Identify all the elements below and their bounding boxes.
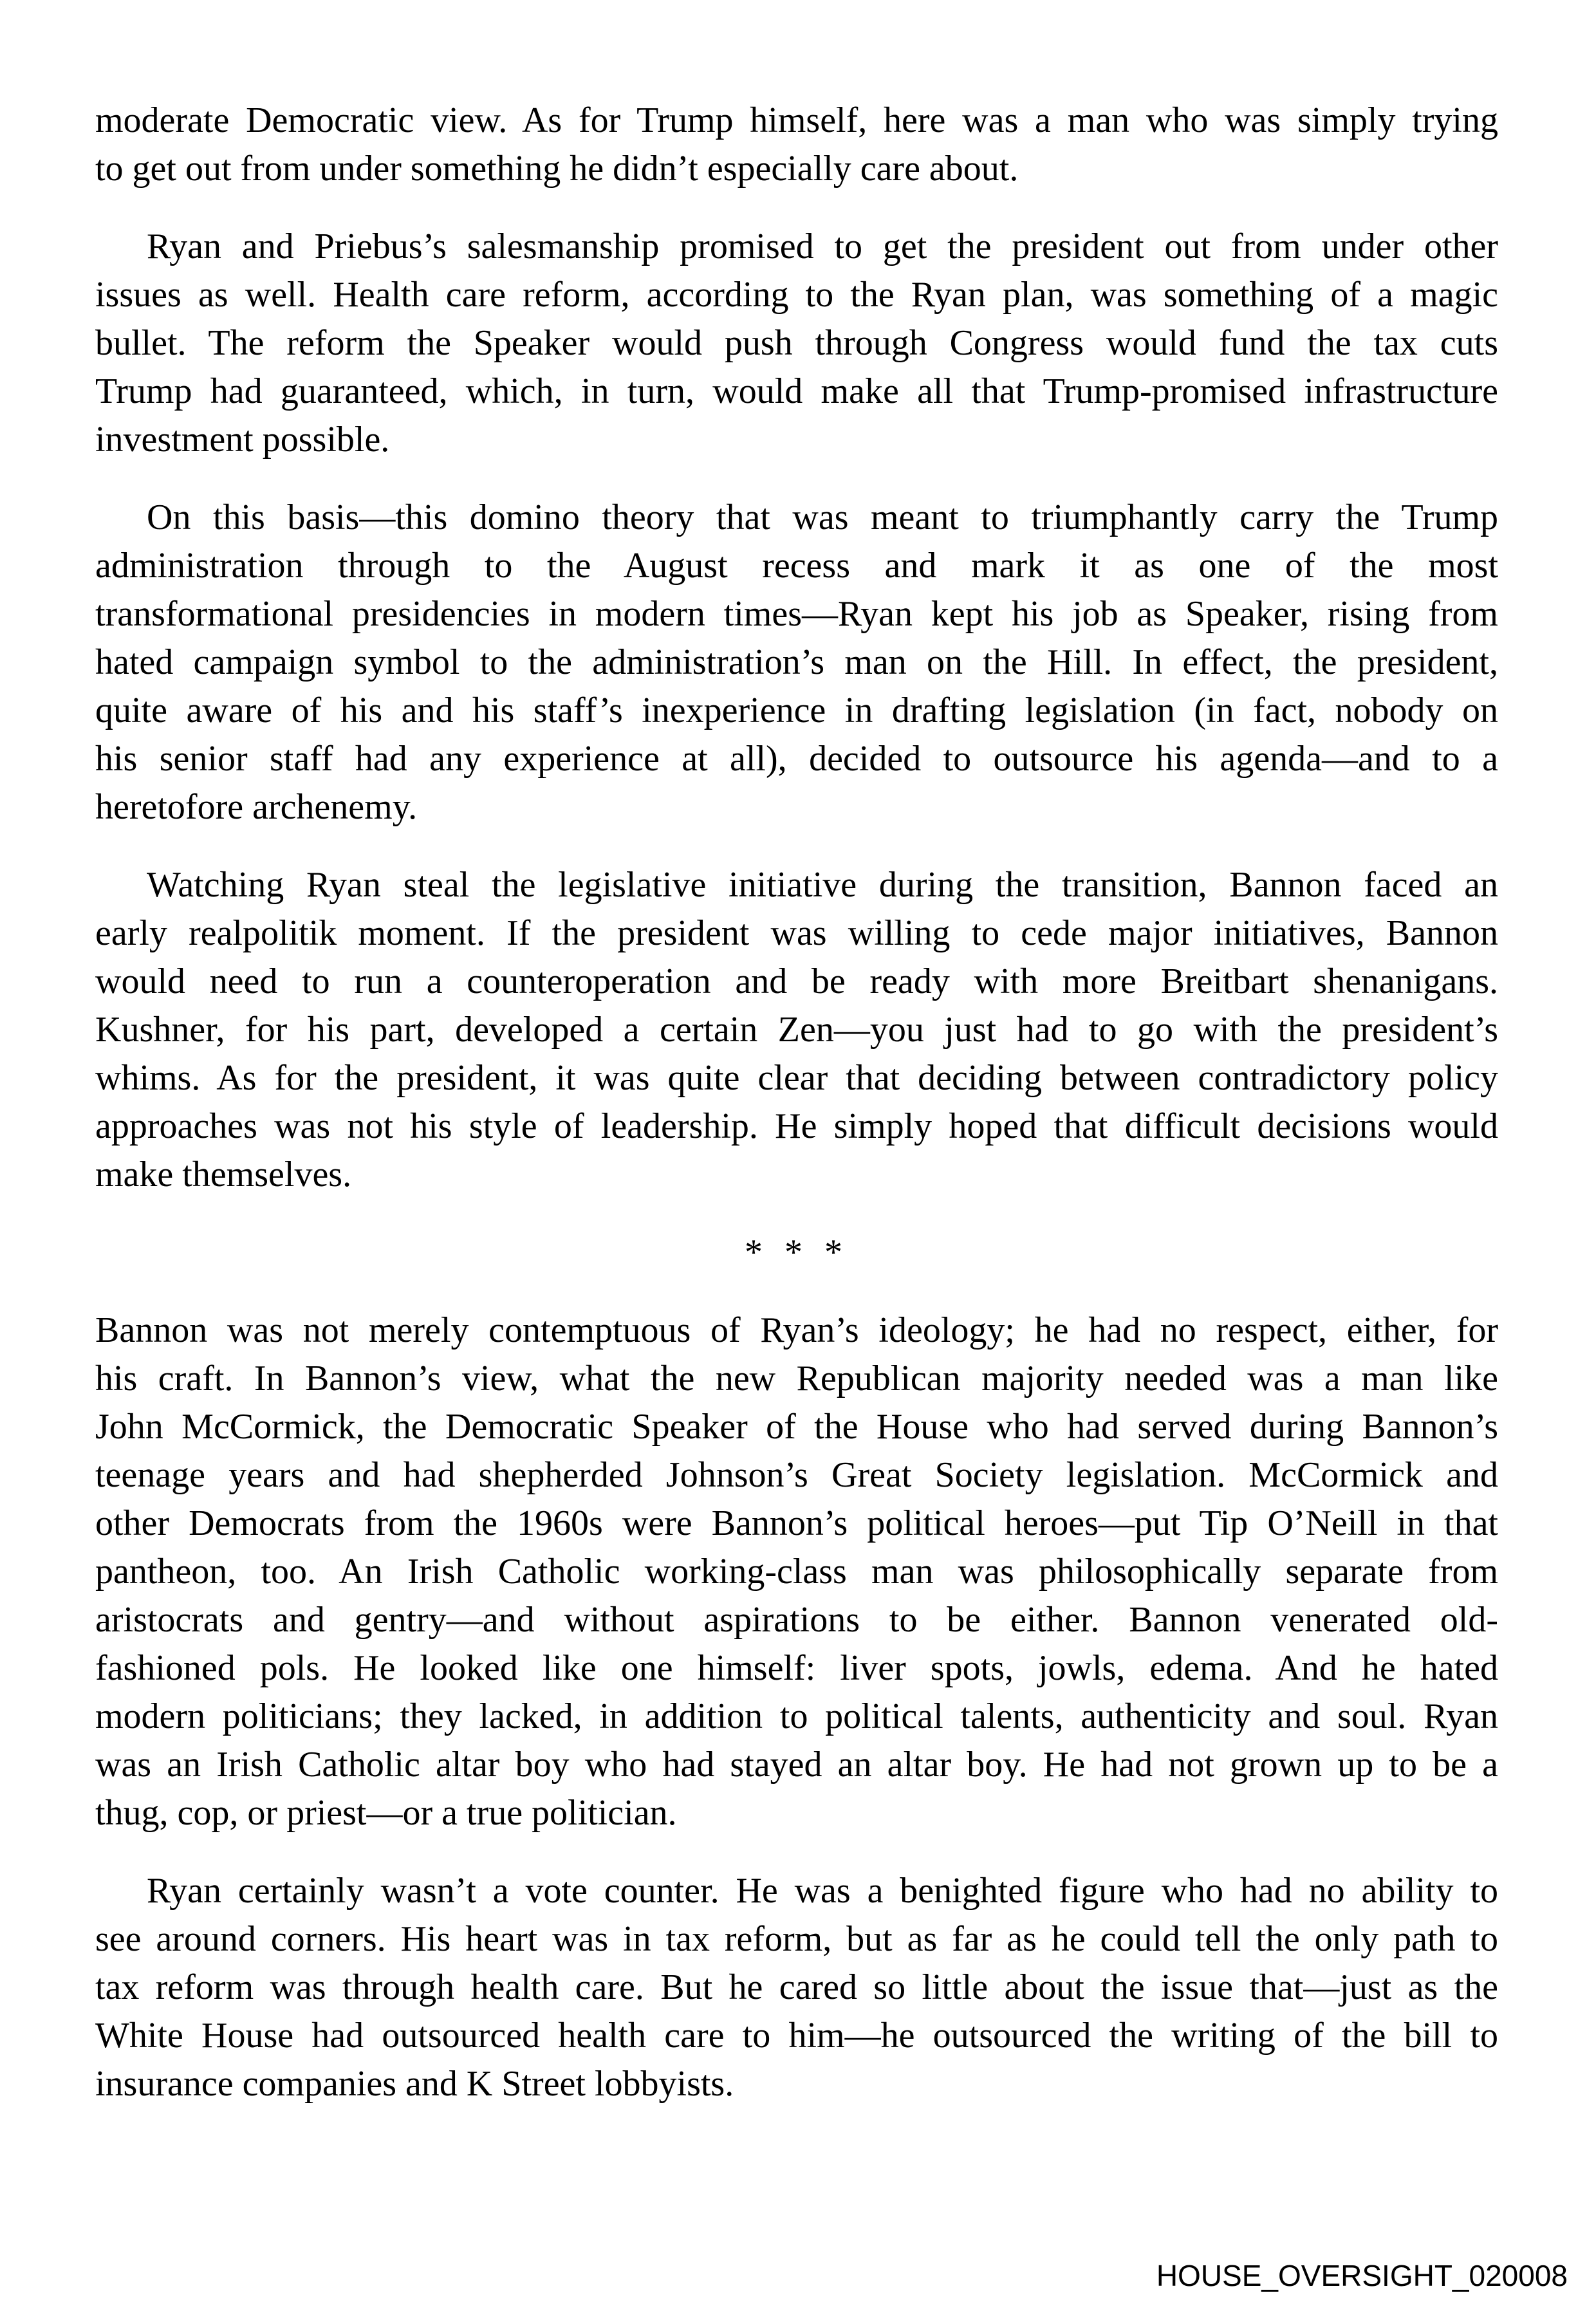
text-line: issues as well. Health care reform, according to the Ryan plan, was something of a magic [95, 275, 1498, 315]
text-line: fashioned pols. He looked like one himself: liver spots, jowls, edema. And he hated [95, 1648, 1498, 1688]
text-line: quite aware of his and his staff’s inexperience in drafting legislation (in fact, nobody on [95, 691, 1498, 730]
text-line: approaches was not his style of leadership. He simply hoped that difficult decisions would [95, 1106, 1498, 1146]
text-line: see around corners. His heart was in tax reform, but as far as he could tell the only path to [95, 1919, 1498, 1959]
text-line: Bannon was not merely contemptuous of Ryan’s ideology; he had no respect, either, for [95, 1310, 1498, 1350]
paragraph [95, 223, 1498, 464]
bates-number: HOUSE_OVERSIGHT_020008 [1156, 2259, 1568, 2292]
text-line: early realpolitik moment. If the president was willing to cede major initiatives, Bannon [95, 913, 1498, 953]
text-line: insurance companies and K Street lobbyists. [95, 2064, 734, 2104]
text-line: transformational presidencies in modern times—Ryan kept his job as Speaker, rising from [95, 594, 1498, 634]
text-line: his senior staff had any experience at all), decided to outsource his agenda—and to a [95, 739, 1498, 779]
text-line: whims. As for the president, it was quite clear that deciding between contradictory policy [95, 1058, 1498, 1098]
text-line: Kushner, for his part, developed a certain Zen—you just had to go with the president’s [95, 1010, 1498, 1050]
text-line: John McCormick, the Democratic Speaker of the House who had served during Bannon’s [95, 1407, 1498, 1447]
text-line: hated campaign symbol to the administration’s man on the Hill. In effect, the president, [95, 642, 1498, 682]
section-break: * * * [745, 1232, 849, 1272]
text-line: to get out from under something he didn’t especially care about. [95, 149, 1019, 189]
paragraph [95, 861, 1498, 1199]
text-line: make themselves. [95, 1155, 352, 1194]
text-line: investment possible. [95, 420, 390, 459]
text-line: other Democrats from the 1960s were Bannon’s political heroes—put Tip O’Neill in that [95, 1503, 1498, 1543]
paragraph [95, 1306, 1498, 1837]
text-line: On this basis—this domino theory that was meant to triumphantly carry the Trump [147, 497, 1498, 537]
paragraph [95, 97, 1498, 193]
text-line: was an Irish Catholic altar boy who had stayed an altar boy. He had not grown up to be a [95, 1745, 1498, 1785]
text-line: Trump had guaranteed, which, in turn, would make all that Trump-promised infrastructure [95, 371, 1498, 411]
text-line: heretofore archenemy. [95, 787, 418, 827]
paragraph [95, 1867, 1498, 2108]
text-line: tax reform was through health care. But he cared so little about the issue that—just as the [95, 1967, 1498, 2007]
text-line: moderate Democratic view. As for Trump himself, here was a man who was simply trying [95, 100, 1498, 140]
text-line: Watching Ryan steal the legislative initiative during the transition, Bannon faced an [147, 865, 1498, 905]
text-line: administration through to the August recess and mark it as one of the most [95, 546, 1498, 586]
text-line: White House had outsourced health care to him—he outsourced the writing of the bill to [95, 2016, 1498, 2056]
text-line: teenage years and had shepherded Johnson’s Great Society legislation. McCormick and [95, 1455, 1498, 1495]
text-line: aristocrats and gentry—and without aspirations to be either. Bannon venerated old- [95, 1600, 1498, 1640]
text-column [95, 97, 1498, 2138]
text-line: thug, cop, or priest—or a true politician. [95, 1793, 677, 1833]
text-line: would need to run a counteroperation and be ready with more Breitbart shenanigans. [95, 961, 1498, 1001]
text-line: Ryan and Priebus’s salesmanship promised to get the president out from under other [147, 227, 1498, 266]
text-line: Ryan certainly wasn’t a vote counter. He was a benighted figure who had no ability to [147, 1871, 1498, 1911]
text-line: modern politicians; they lacked, in addition to political talents, authenticity and soul. Ryan [95, 1696, 1498, 1736]
text-line: his craft. In Bannon’s view, what the new Republican majority needed was a man like [95, 1359, 1498, 1398]
text-line: pantheon, too. An Irish Catholic working-class man was philosophically separate from [95, 1552, 1498, 1592]
text-line: bullet. The reform the Speaker would push through Congress would fund the tax cuts [95, 323, 1498, 363]
paragraph [95, 494, 1498, 831]
